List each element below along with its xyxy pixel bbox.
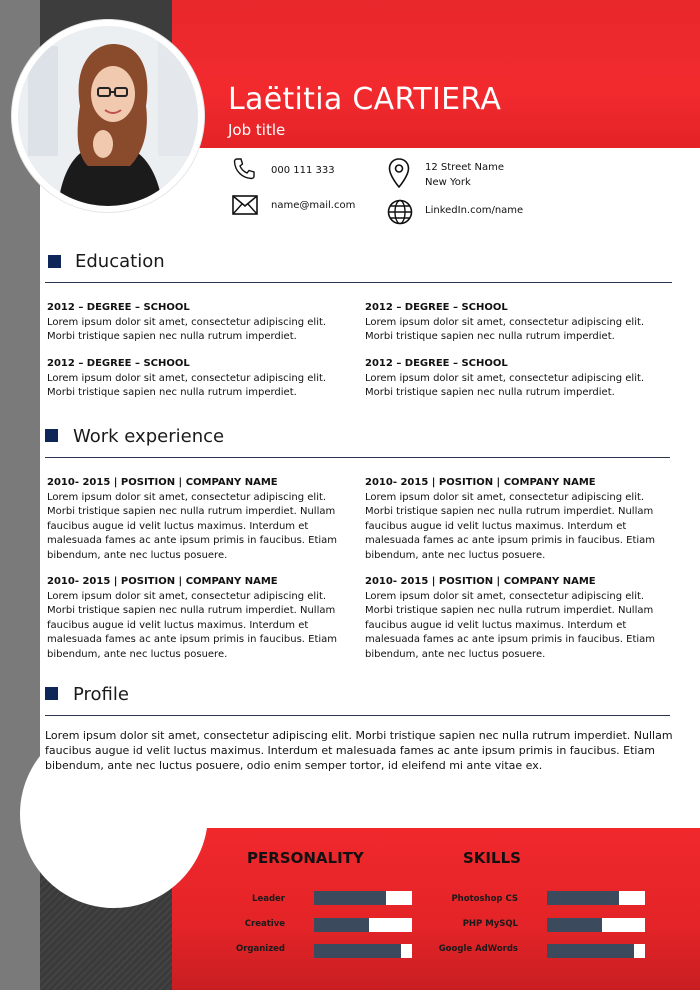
entry-text: Lorem ipsum dolor sit amet, consectetur adipiscing elit. Morbi tristique sapien nec nulla rutrum imperdiet. Nullam faucibus augue id velit luctus maximus. Interdum et malesuada fames ac ante ipsum primis in faucibus. Etiam bibendum, ante nec luctus posuere. <box>365 491 656 561</box>
entry-text: Lorem ipsum dolor sit amet, consectetur adipiscing elit. Morbi tristique sapien nec nulla rutrum imperdiet. Nullam faucibus augue id velit luctus maximus. Interdum et malesuada fames ac ante ipsum primis in faucibus. Etiam bibendum, ante nec luctus posuere. <box>47 590 338 660</box>
entry-heading: 2012 – DEGREE – SCHOOL <box>365 358 508 369</box>
skill-bar <box>547 918 645 932</box>
full-name: Laëtitia CARTIERA <box>228 82 502 117</box>
entry-text: Lorem ipsum dolor sit amet, consectetur adipiscing elit. Morbi tristique sapien nec nulla rutrum imperdiet. Nullam faucibus augue id velit luctus maximus. Interdum et malesuada fames ac ante ipsum primis in faucibus. Etiam bibendum, ante nec luctus posuere. <box>47 491 338 561</box>
education-entry <box>365 357 665 401</box>
education-title: Education <box>75 251 165 272</box>
bar-fill <box>314 891 386 905</box>
education-bullet <box>48 255 61 268</box>
work-title: Work experience <box>73 426 225 447</box>
skill-label: Photoshop CS <box>451 894 518 904</box>
bar-fill <box>547 918 602 932</box>
bar-fill <box>547 891 619 905</box>
profile-photo <box>18 26 198 206</box>
bar-fill <box>547 944 634 958</box>
entry-heading: 2012 – DEGREE – SCHOOL <box>47 302 190 313</box>
work-entry <box>365 476 665 563</box>
address-line-1: 12 Street Name <box>425 162 504 173</box>
entry-heading: 2010- 2015 | POSITION | COMPANY NAME <box>365 576 596 587</box>
entry-heading: 2010- 2015 | POSITION | COMPANY NAME <box>47 477 278 488</box>
globe-icon <box>387 199 413 230</box>
entry-heading: 2010- 2015 | POSITION | COMPANY NAME <box>47 576 278 587</box>
location-pin-icon <box>388 158 410 193</box>
address <box>425 160 504 190</box>
bar-fill <box>314 918 369 932</box>
work-entry <box>365 575 665 662</box>
personality-label: Leader <box>252 894 285 904</box>
phone-icon <box>232 157 256 186</box>
education-entry <box>365 301 665 345</box>
work-entry <box>47 476 347 563</box>
education-divider <box>45 282 672 283</box>
personality-label: Organized <box>236 944 285 954</box>
mail-icon <box>232 195 258 220</box>
phone-number[interactable]: 000 111 333 <box>271 165 335 176</box>
entry-heading: 2010- 2015 | POSITION | COMPANY NAME <box>365 477 596 488</box>
entry-text: Lorem ipsum dolor sit amet, consectetur adipiscing elit. Morbi tristique sapien nec nulla rutrum imperdiet. Nullam faucibus augue id velit luctus maximus. Interdum et malesuada fames ac ante ipsum primis in faucibus. Etiam bibendum, ante nec luctus posuere. <box>365 590 656 660</box>
work-bullet <box>45 429 58 442</box>
work-entry <box>47 575 347 662</box>
entry-text: Lorem ipsum dolor sit amet, consectetur adipiscing elit. Morbi tristique sapien nec nulla rutrum imperdiet. <box>365 316 645 342</box>
entry-text: Lorem ipsum dolor sit amet, consectetur adipiscing elit. Morbi tristique sapien nec nulla rutrum imperdiet. <box>47 372 327 398</box>
bar-fill <box>314 944 401 958</box>
profile-title: Profile <box>73 684 129 705</box>
entry-text: Lorem ipsum dolor sit amet, consectetur adipiscing elit. Morbi tristique sapien nec nulla rutrum imperdiet. <box>365 372 645 398</box>
skills-title: SKILLS <box>463 849 521 867</box>
work-divider <box>45 457 670 458</box>
skill-bar <box>547 944 645 958</box>
education-entry <box>47 301 347 345</box>
skill-bar <box>547 891 645 905</box>
personality-label: Creative <box>244 919 285 929</box>
linkedin-url[interactable]: LinkedIn.com/name <box>425 205 524 216</box>
personality-title: PERSONALITY <box>247 849 364 867</box>
address-line-2: New York <box>425 177 471 188</box>
education-entry <box>47 357 347 401</box>
skill-label: PHP MySQL <box>462 919 518 929</box>
entry-heading: 2012 – DEGREE – SCHOOL <box>47 358 190 369</box>
email-address[interactable]: name@mail.com <box>271 200 356 211</box>
profile-text: Lorem ipsum dolor sit amet, consectetur adipiscing elit. Morbi tristique sapien nec nulla rutrum imperdiet. Nullam faucibus augue id velit luctus maximus. Interdum et malesuada fames ac ante ipsum primis in faucibus. Etiam bibendum, ante nec luctus posuere, odio enim semper tortor, id eleifend mi ante vitae ex. <box>45 729 673 772</box>
job-title: Job title <box>228 121 286 139</box>
profile-bullet <box>45 687 58 700</box>
skill-label: Google AdWords <box>438 944 518 954</box>
entry-text: Lorem ipsum dolor sit amet, consectetur adipiscing elit. Morbi tristique sapien nec nulla rutrum imperdiet. <box>47 316 327 342</box>
profile-divider <box>45 715 670 716</box>
entry-heading: 2012 – DEGREE – SCHOOL <box>365 302 508 313</box>
